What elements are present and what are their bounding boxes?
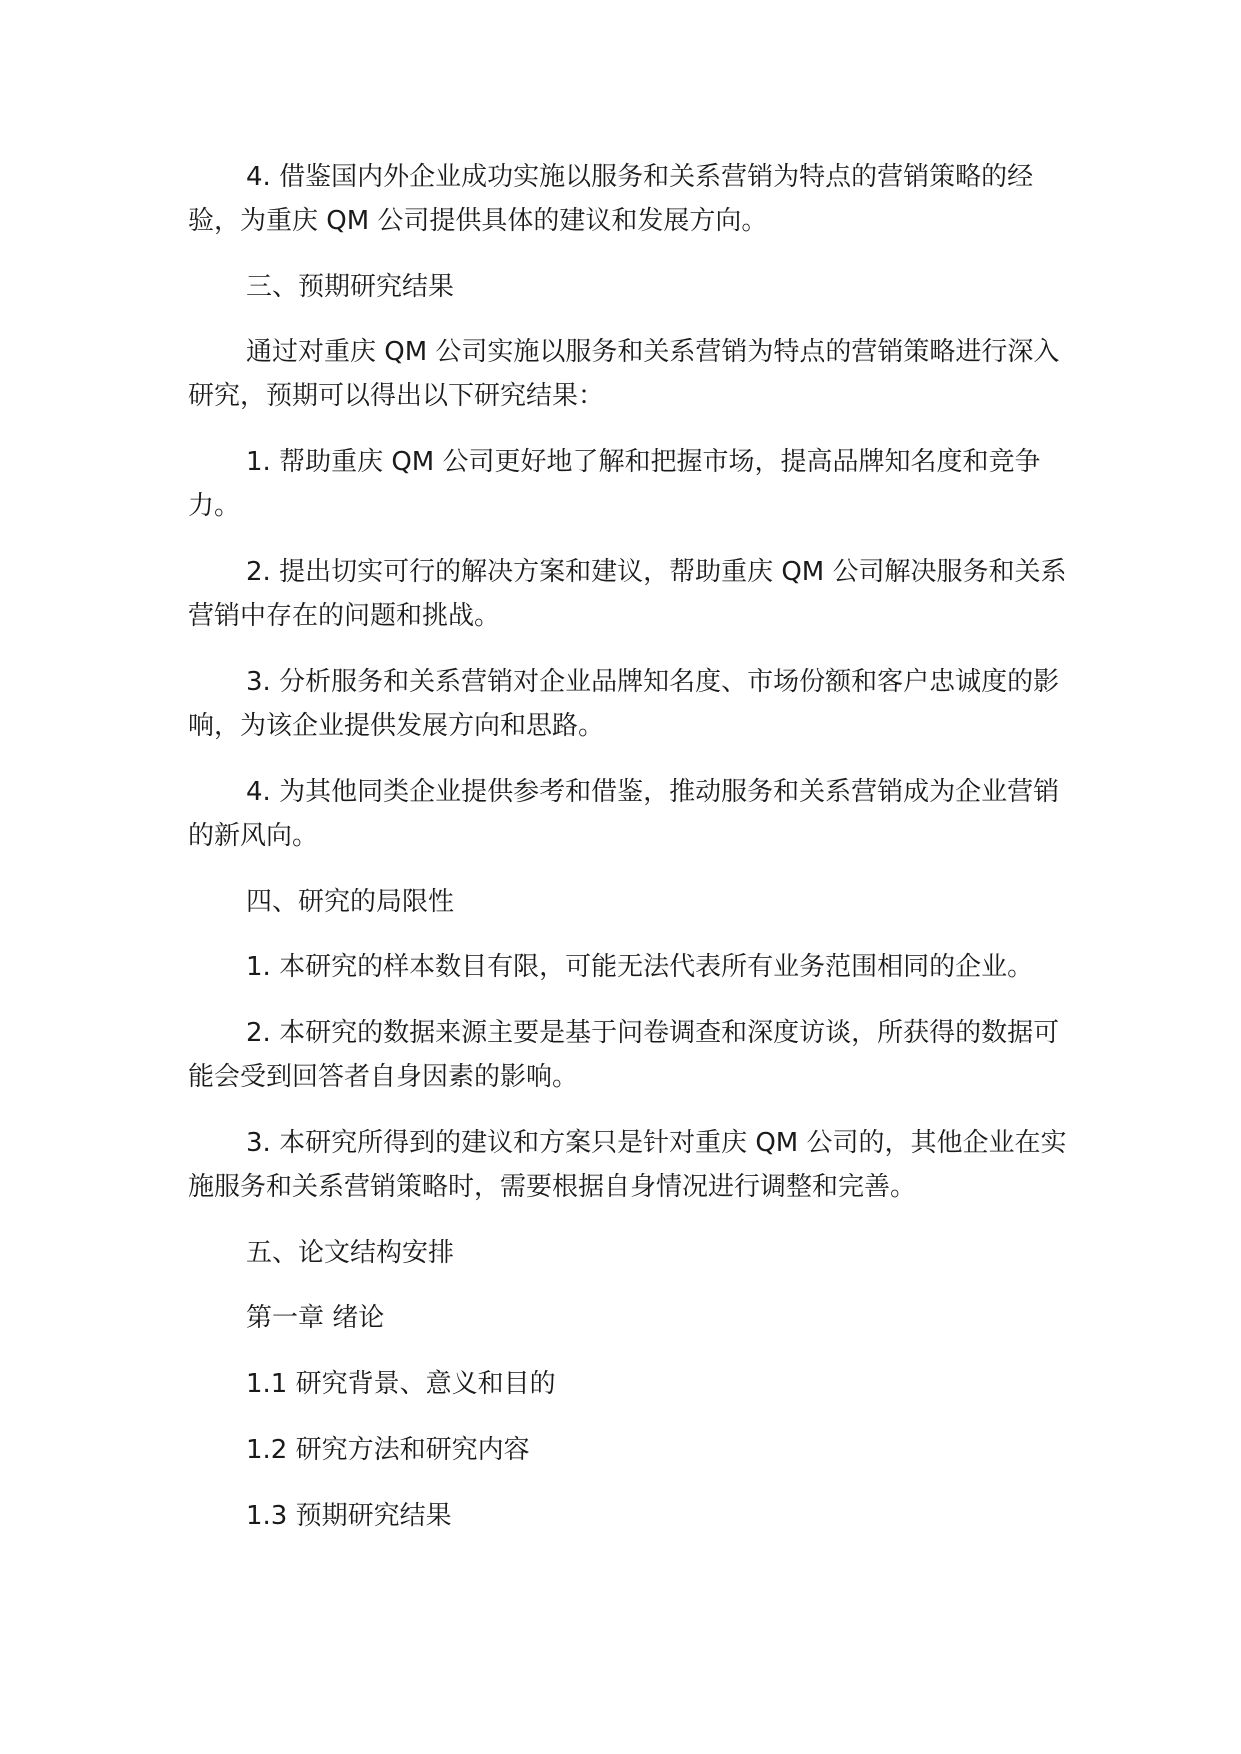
paragraph-limitation-1: 1. 本研究的样本数目有限，可能无法代表所有业务范围相同的企业。 — [246, 952, 1034, 982]
paragraph-result-1: 1. 帮助重庆 QM 公司更好地了解和把握市场，提高品牌知名度和竞争力。 — [188, 447, 1041, 521]
chapter-heading-introduction: 第一章 绪论 — [246, 1303, 385, 1333]
section-heading-expected-results: 三、预期研究结果 — [246, 272, 455, 302]
paragraph-result-2: 2. 提出切实可行的解决方案和建议，帮助重庆 QM 公司解决服务和关系营销中存在的问题和挑战。 — [188, 557, 1067, 631]
paragraph-expected-intro: 通过对重庆 QM 公司实施以服务和关系营销为特点的营销策略进行深入研究，预期可以得出以下研究结果： — [188, 337, 1060, 411]
paragraph-limitation-2: 2. 本研究的数据来源主要是基于问卷调查和深度访谈，所获得的数据可能会受到回答者自身因素的影响。 — [188, 1018, 1060, 1092]
paragraph-lessons-learned: 4. 借鉴国内外企业成功实施以服务和关系营销为特点的营销策略的经验，为重庆 QM 公司提供具体的建议和发展方向。 — [188, 162, 1034, 236]
paragraph-limitation-3: 3. 本研究所得到的建议和方案只是针对重庆 QM 公司的，其他企业在实施服务和关系营销策略时，需要根据自身情况进行调整和完善。 — [188, 1128, 1067, 1202]
document-body — [188, 155, 1068, 1560]
toc-item-1-3: 1.3 预期研究结果 — [246, 1501, 452, 1531]
section-heading-limitations: 四、研究的局限性 — [246, 887, 455, 917]
toc-item-1-2: 1.2 研究方法和研究内容 — [246, 1435, 530, 1465]
section-heading-structure: 五、论文结构安排 — [246, 1238, 455, 1268]
toc-item-1-1: 1.1 研究背景、意义和目的 — [246, 1369, 556, 1399]
paragraph-result-3: 3. 分析服务和关系营销对企业品牌知名度、市场份额和客户忠诚度的影响，为该企业提供发展方向和思路。 — [188, 667, 1060, 741]
paragraph-result-4: 4. 为其他同类企业提供参考和借鉴，推动服务和关系营销成为企业营销的新风向。 — [188, 777, 1060, 851]
